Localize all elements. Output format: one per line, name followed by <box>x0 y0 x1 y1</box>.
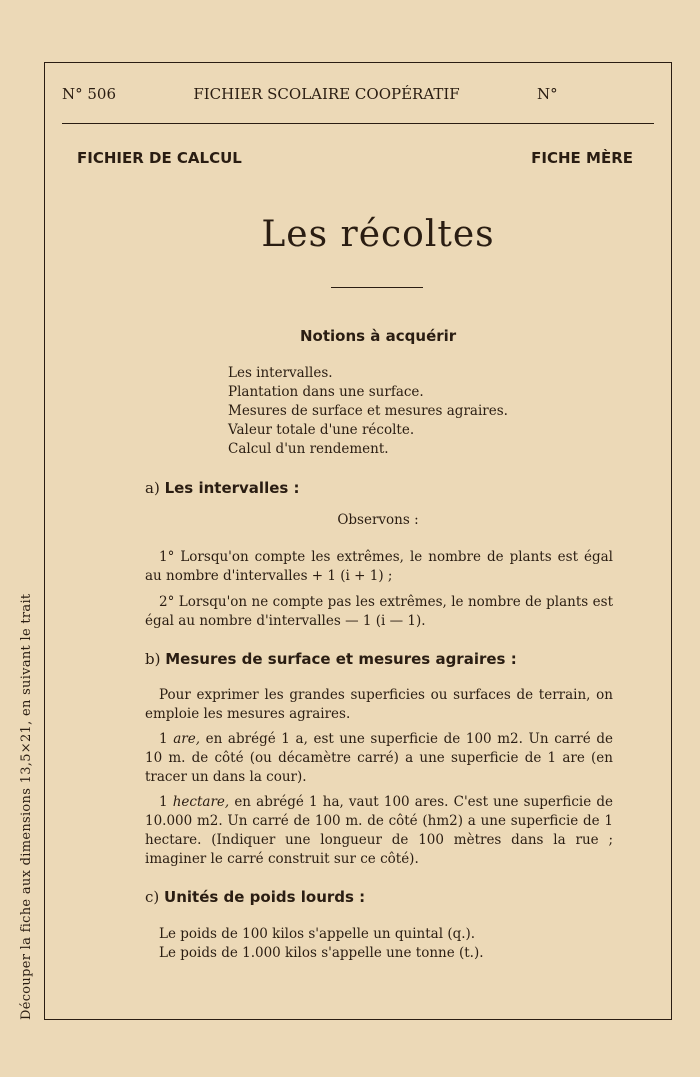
card-number: N° 506 <box>62 85 117 103</box>
list-item: Les intervalles. <box>228 365 333 381</box>
section-b-paragraph-3 <box>145 793 613 869</box>
line-text: Le poids de 1.000 kilos s'appelle une tonne (t.). <box>159 945 484 961</box>
section-c-lines <box>145 925 613 963</box>
section-a-paragraph-1 <box>145 548 613 586</box>
section-title: Mesures de surface et mesures agraires : <box>165 650 517 668</box>
notions-list <box>228 364 508 459</box>
header-divider <box>62 123 654 124</box>
card-number-right: N° <box>537 85 558 103</box>
section-letter: c) <box>145 888 160 906</box>
section-a-paragraph-2 <box>145 593 613 631</box>
paragraph-text: en abrégé 1 ha, vaut 100 ares. C'est une superficie de 10.000 m2. Un carré de 100 m. de côté (hm2) a une superficie de 1 hectare. (Indiquer une longueur de 100 mètres dans la rue ; imaginer le carré construit sur ce côté). <box>145 794 613 867</box>
section-b-paragraph-1 <box>145 686 613 724</box>
section-letter: a) <box>145 479 160 497</box>
section-c-heading <box>145 888 365 906</box>
paragraph-text: Pour exprimer les grandes superficies ou surfaces de terrain, on emploie les mesures agraires. <box>145 687 613 722</box>
paragraph-text: 1° Lorsqu'on compte les extrêmes, le nombre de plants est égal au nombre d'intervalles + 1 (i + 1) ; <box>145 549 613 584</box>
section-b-heading <box>145 650 517 668</box>
card-type-label: FICHE MÈRE <box>531 149 633 167</box>
section-title: Unités de poids lourds : <box>164 888 366 906</box>
section-a-heading <box>145 479 300 497</box>
paragraph-text: en abrégé 1 a, est une superficie de 100 m2. Un carré de 10 m. de côté (ou décamètre carré) a une superficie de 1 are (en tracer un dans la cour). <box>145 731 613 785</box>
paragraph-text: 2° Lorsqu'on ne compte pas les extrêmes, le nombre de plants est égal au nombre d'intervalles — 1 (i — 1). <box>145 594 613 629</box>
page-title: Les récoltes <box>261 214 495 255</box>
observe-label: Observons : <box>337 512 419 528</box>
line-text: Le poids de 100 kilos s'appelle un quintal (q.). <box>159 926 476 942</box>
list-item: Mesures de surface et mesures agraires. <box>228 403 508 419</box>
list-item: Plantation dans une surface. <box>228 384 424 400</box>
header <box>62 85 652 103</box>
title-divider <box>331 287 423 288</box>
series-label: FICHIER DE CALCUL <box>77 149 242 167</box>
card-border <box>44 62 672 1020</box>
list-item: Valeur totale d'une récolte. <box>228 422 415 438</box>
notions-heading: Notions à acquérir <box>300 327 457 345</box>
section-b-paragraph-2 <box>145 730 613 787</box>
cutting-instruction: Découper la fiche aux dimensions 13,5×21, en suivant le trait <box>19 593 34 1020</box>
term: are, <box>173 731 201 747</box>
list-item: Calcul d'un rendement. <box>228 441 389 457</box>
publisher-title: FICHIER SCOLAIRE COOPÉRATIF <box>193 85 460 103</box>
section-title: Les intervalles : <box>164 479 300 497</box>
term: hectare, <box>172 794 230 810</box>
paragraph-text: 1 <box>159 731 174 747</box>
paragraph-text: 1 <box>159 794 173 810</box>
section-letter: b) <box>145 650 161 668</box>
card-labels <box>77 149 633 167</box>
